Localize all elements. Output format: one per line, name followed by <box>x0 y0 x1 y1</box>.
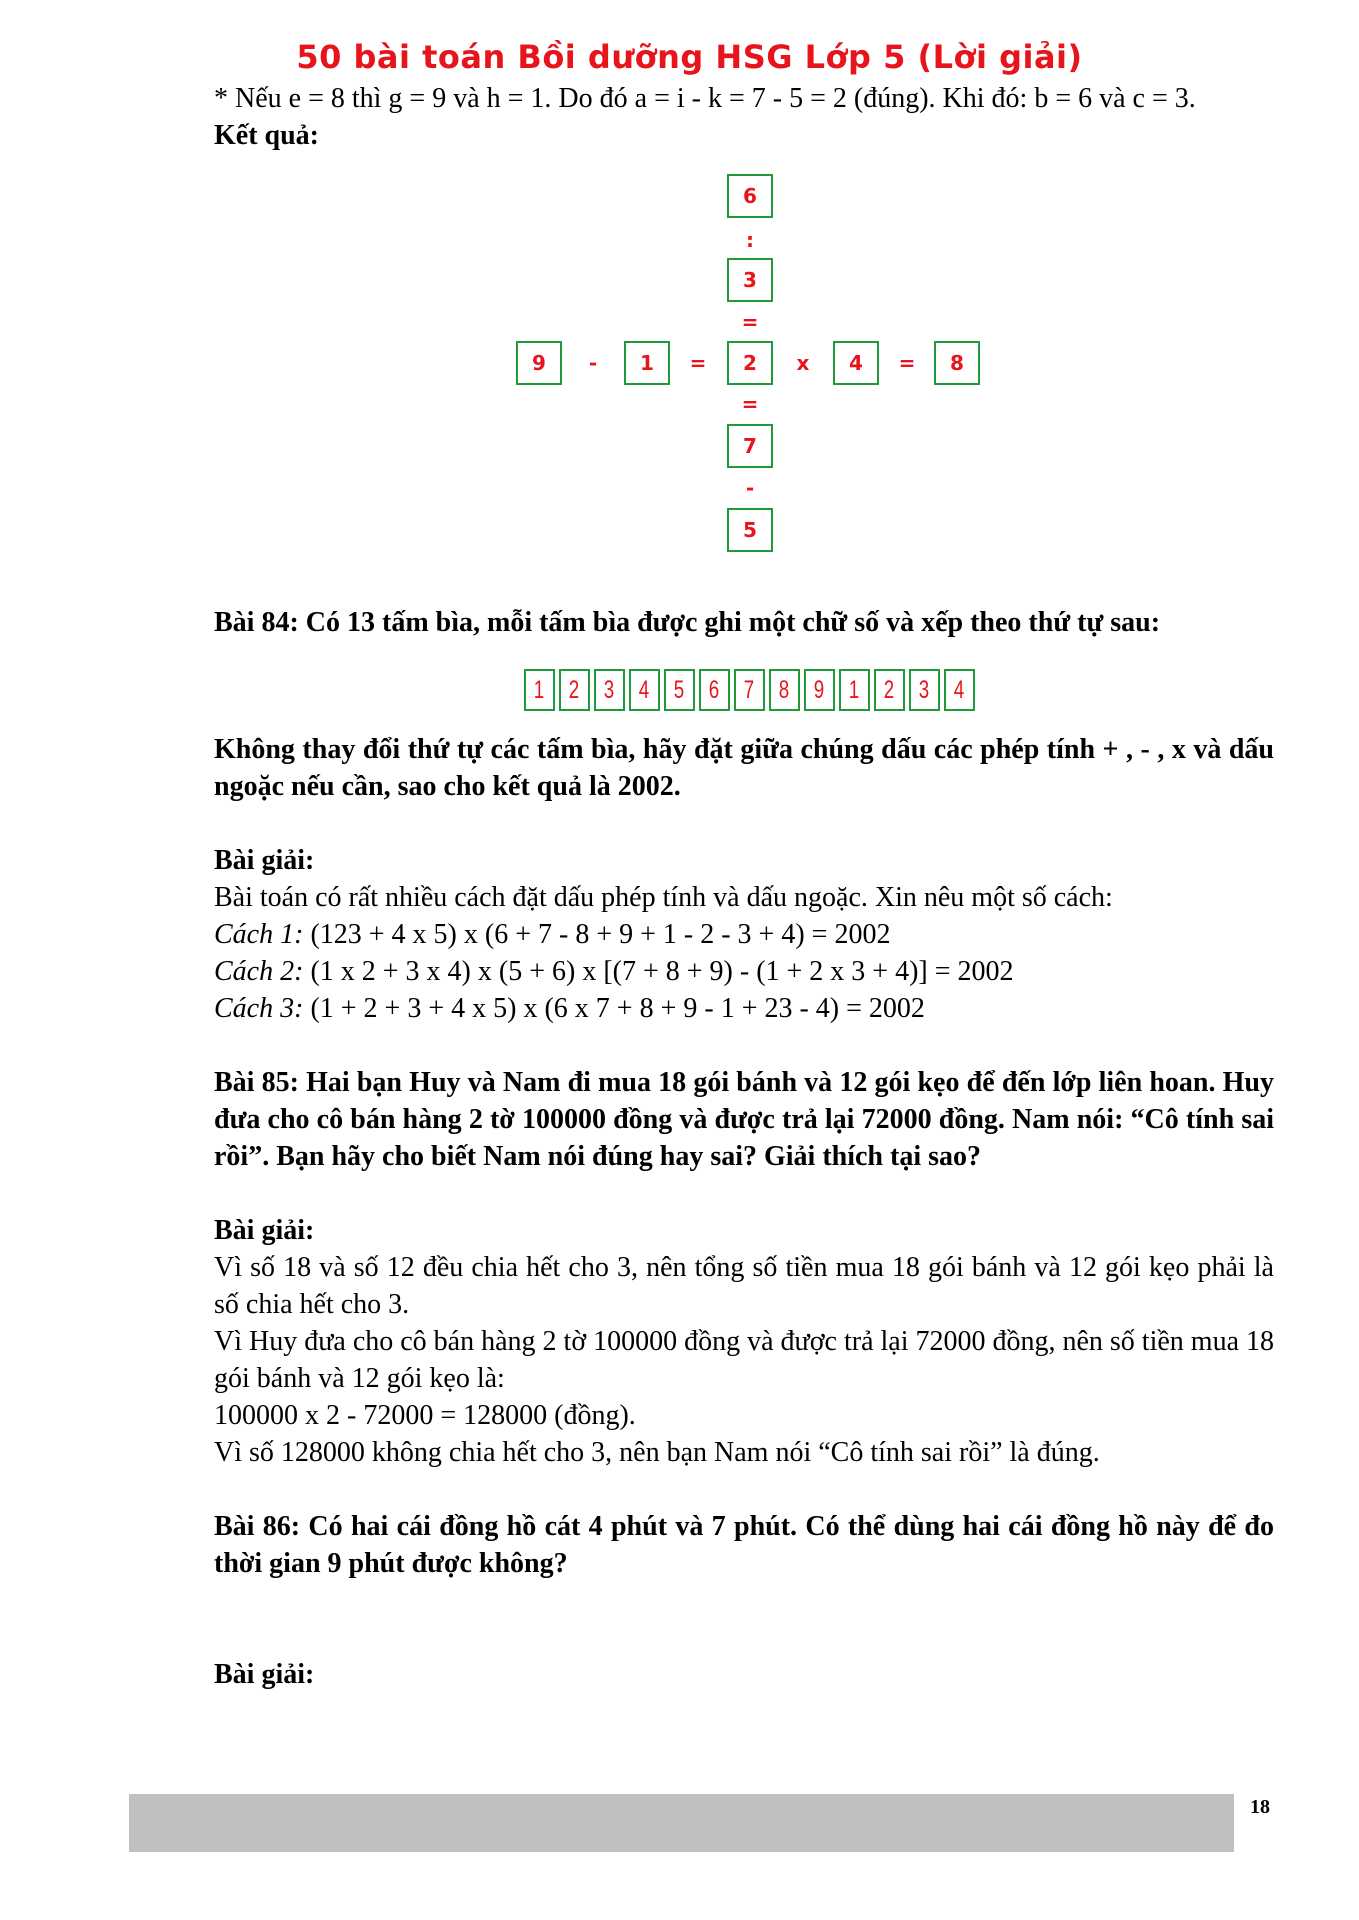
number-card: 6 <box>699 669 730 711</box>
cross-box: 1 <box>624 341 670 385</box>
number-card: 3 <box>594 669 625 711</box>
cross-box: 5 <box>727 508 773 552</box>
bai85-solution-label: Bài giải: <box>214 1215 315 1246</box>
bai84-solution-intro: Bài toán có rất nhiều cách đặt dấu phép tính và dấu ngoặc. Xin nêu một số cách: <box>214 882 1113 913</box>
cross-box: 8 <box>934 341 980 385</box>
number-card: 8 <box>769 669 800 711</box>
cross-box: 6 <box>727 174 773 218</box>
result-label: Kết quả: <box>214 120 319 151</box>
cross-box: 4 <box>833 341 879 385</box>
page-number: 18 <box>1250 1796 1270 1818</box>
cross-puzzle <box>214 166 1274 576</box>
bai85-line-3: 100000 x 2 - 72000 = 128000 (đồng). <box>214 1400 636 1431</box>
bai84-task: Không thay đổi thứ tự các tấm bìa, hãy đặt giữa chúng dấu các phép tính + , - , x và dấu ngoặc nếu cần, sao cho kết quả là 2002. <box>214 734 1274 802</box>
cross-box: 2 <box>727 341 773 385</box>
number-card: 5 <box>664 669 695 711</box>
bai85-line-1: Vì số 18 và số 12 đều chia hết cho 3, nên tổng số tiền mua 18 gói bánh và 12 gói kẹo phải là số chia hết cho 3. <box>214 1252 1274 1320</box>
page-content <box>214 80 1274 1693</box>
cross-operator: - <box>745 475 755 500</box>
bai84-method-2: Cách 2: (1 x 2 + 3 x 4) x (5 + 6) x [(7 + 8 + 9) - (1 + 2 x 3 + 4)] = 2002 <box>214 956 1014 987</box>
bai85-line-2: Vì Huy đưa cho cô bán hàng 2 tờ 100000 đồng và được trả lại 72000 đồng, nên số tiền mua 18 gói bánh và 12 gói kẹo là: <box>214 1326 1274 1394</box>
footer-bar <box>129 1794 1234 1852</box>
cross-operator: = <box>898 350 916 375</box>
number-card: 7 <box>734 669 765 711</box>
number-card: 2 <box>874 669 905 711</box>
number-card: 4 <box>629 669 660 711</box>
bai84-question: Bài 84: Có 13 tấm bìa, mỗi tấm bìa được ghi một chữ số và xếp theo thứ tự sau: <box>214 607 1161 638</box>
bai85-question: Bài 85: Hai bạn Huy và Nam đi mua 18 gói bánh và 12 gói kẹo để đến lớp liên hoan. Huy đưa cho cô bán hàng 2 tờ 100000 đồng và được trả lại 72000 đồng. Nam nói: “Cô tính sai rồi”. Bạn hãy cho biết Nam nói đúng hay sai? Giải thích tại sao? <box>214 1067 1274 1172</box>
number-card: 4 <box>944 669 975 711</box>
cross-operator: x <box>796 350 810 375</box>
bai85-line-4: Vì số 128000 không chia hết cho 3, nên bạn Nam nói “Cô tính sai rồi” là đúng. <box>214 1437 1100 1468</box>
number-card: 9 <box>804 669 835 711</box>
cross-operator: - <box>588 350 598 375</box>
cross-box: 3 <box>727 258 773 302</box>
bai86-question: Bài 86: Có hai cái đồng hồ cát 4 phút và 7 phút. Có thể dùng hai cái đồng hồ này để đo thời gian 9 phút được không? <box>214 1511 1274 1579</box>
bai84-method-3: Cách 3: (1 + 2 + 3 + 4 x 5) x (6 x 7 + 8 + 9 - 1 + 23 - 4) = 2002 <box>214 993 925 1024</box>
card-row <box>214 669 1274 711</box>
bai86-solution-label: Bài giải: <box>214 1659 315 1690</box>
number-card: 2 <box>559 669 590 711</box>
bai84-solution-label: Bài giải: <box>214 845 315 876</box>
cross-operator: = <box>689 350 707 375</box>
cross-box: 7 <box>727 424 773 468</box>
cross-operator: = <box>741 309 759 334</box>
number-card: 1 <box>839 669 870 711</box>
number-card: 1 <box>524 669 555 711</box>
bai84-method-1: Cách 1: (123 + 4 x 5) x (6 + 7 - 8 + 9 + 1 - 2 - 3 + 4) = 2002 <box>214 919 891 950</box>
cross-box: 9 <box>516 341 562 385</box>
cross-operator: : <box>746 227 754 252</box>
intro-paragraph: * Nếu e = 8 thì g = 9 và h = 1. Do đó a = i - k = 7 - 5 = 2 (đúng). Khi đó: b = 6 và c = 3. <box>214 83 1196 114</box>
cross-operator: = <box>741 391 759 416</box>
page-header-title: 50 bài toán Bồi dưỡng HSG Lớp 5 (Lời giải) <box>296 38 1083 76</box>
number-card: 3 <box>909 669 940 711</box>
